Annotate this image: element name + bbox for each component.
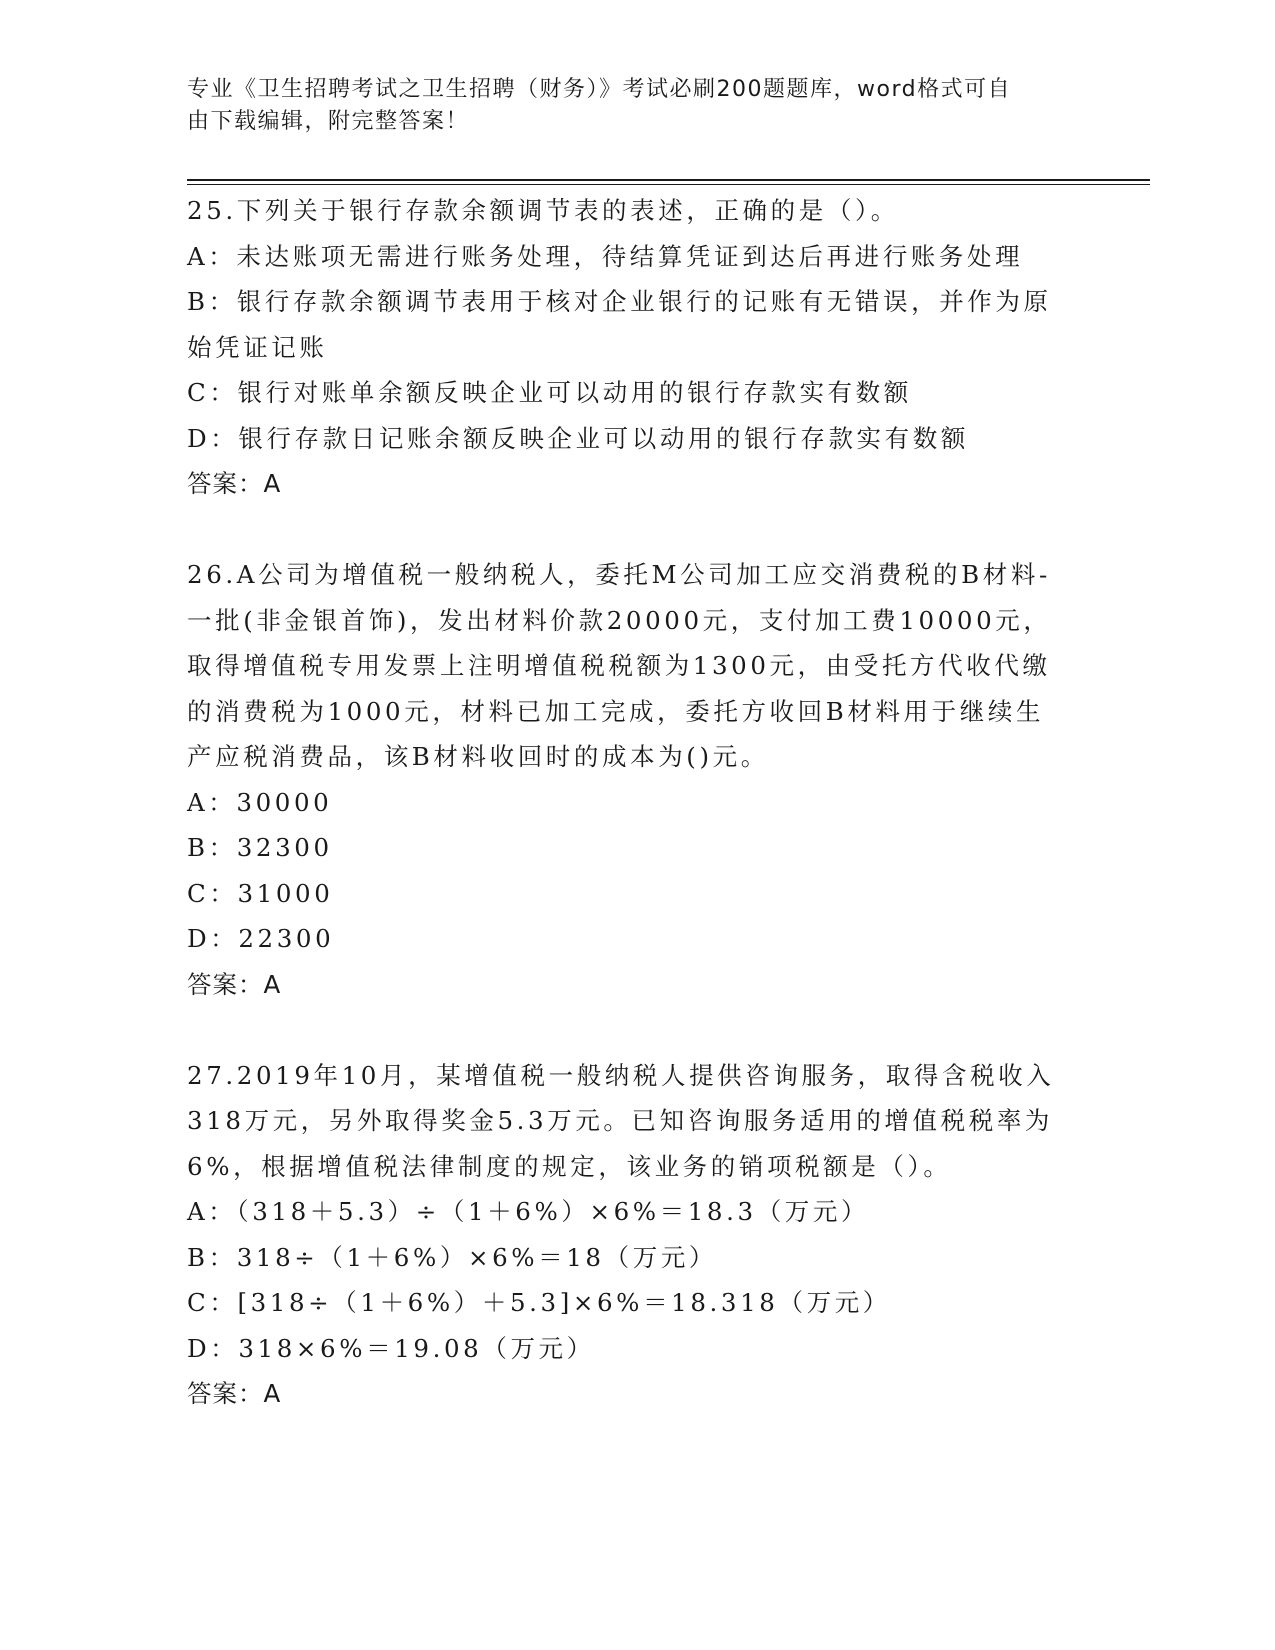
question-27-option-b: B：318÷（1＋6%）×6%＝18（万元） <box>187 1242 718 1272</box>
header-line-1: 专业《卫生招聘考试之卫生招聘（财务）》考试必刷200题题库，word格式可自 <box>187 77 1012 102</box>
question-27-stem-line-2: 318万元，另外取得奖金5.3万元。已知咨询服务适用的增值税税率为 <box>187 1106 1054 1135</box>
question-26-option-b: B：32300 <box>187 833 333 862</box>
question-27-option-c: C：[318÷（1＋6%）＋5.3]×6%＝18.318（万元） <box>187 1288 891 1317</box>
question-25-option-b-cont: 始凭证记账 <box>187 332 328 362</box>
question-26-stem-line-4: 的消费税为1000元，材料已加工完成，委托方收回B材料用于继续生 <box>187 696 1045 726</box>
document-header <box>187 74 1067 138</box>
question-26-stem-line-5: 产应税消费品，该B材料收回时的成本为()元。 <box>187 742 769 771</box>
question-25-option-b: B：银行存款余额调节表用于核对企业银行的记账有无错误，并作为原 <box>187 287 1052 316</box>
question-26-stem-line-3: 取得增值税专用发票上注明增值税税额为1300元，由受托方代收代缴 <box>187 651 1051 680</box>
question-26-answer: 答案：A <box>187 969 282 999</box>
header-divider-thick <box>187 179 1150 181</box>
question-list <box>187 188 1087 1417</box>
question-25-option-c: C：银行对账单余额反映企业可以动用的银行存款实有数额 <box>187 378 912 407</box>
question-25-answer: 答案：A <box>187 469 282 498</box>
question-26-option-a: A：30000 <box>187 787 333 817</box>
question-27 <box>187 1053 1087 1417</box>
question-27-stem-line-3: 6%，根据增值税法律制度的规定，该业务的销项税额是（）。 <box>187 1151 952 1181</box>
header-divider-thin <box>187 184 1150 185</box>
question-26-option-c: C：31000 <box>187 878 334 908</box>
question-26-stem-line-2: 一批(非金银首饰)，发出材料价款20000元，支付加工费10000元， <box>187 605 1052 635</box>
question-spacer <box>187 507 1087 553</box>
question-26-stem-line-1: 26.A公司为增值税一般纳税人，委托M公司加工应交消费税的B材料- <box>187 560 1051 589</box>
question-25-option-a: A：未达账项无需进行账务处理，待结算凭证到达后再进行账务处理 <box>187 241 1024 271</box>
question-25-stem: 25.下列关于银行存款余额调节表的表述，正确的是（）。 <box>187 196 899 225</box>
question-27-answer: 答案：A <box>187 1379 282 1408</box>
header-line-2: 由下载编辑，附完整答案！ <box>187 109 470 134</box>
question-27-option-a: A：（318＋5.3）÷（1＋6%）×6%＝18.3（万元） <box>187 1197 870 1226</box>
question-27-option-d: D：318×6%＝19.08（万元） <box>187 1333 595 1363</box>
question-25-option-d: D：银行存款日记账余额反映企业可以动用的银行存款实有数额 <box>187 423 969 453</box>
question-spacer <box>187 1007 1087 1053</box>
question-27-stem-line-1: 27.2019年10月，某增值税一般纳税人提供咨询服务，取得含税收入 <box>187 1060 1055 1090</box>
question-26-option-d: D：22300 <box>187 924 335 953</box>
question-26 <box>187 552 1087 1007</box>
question-25 <box>187 188 1087 507</box>
